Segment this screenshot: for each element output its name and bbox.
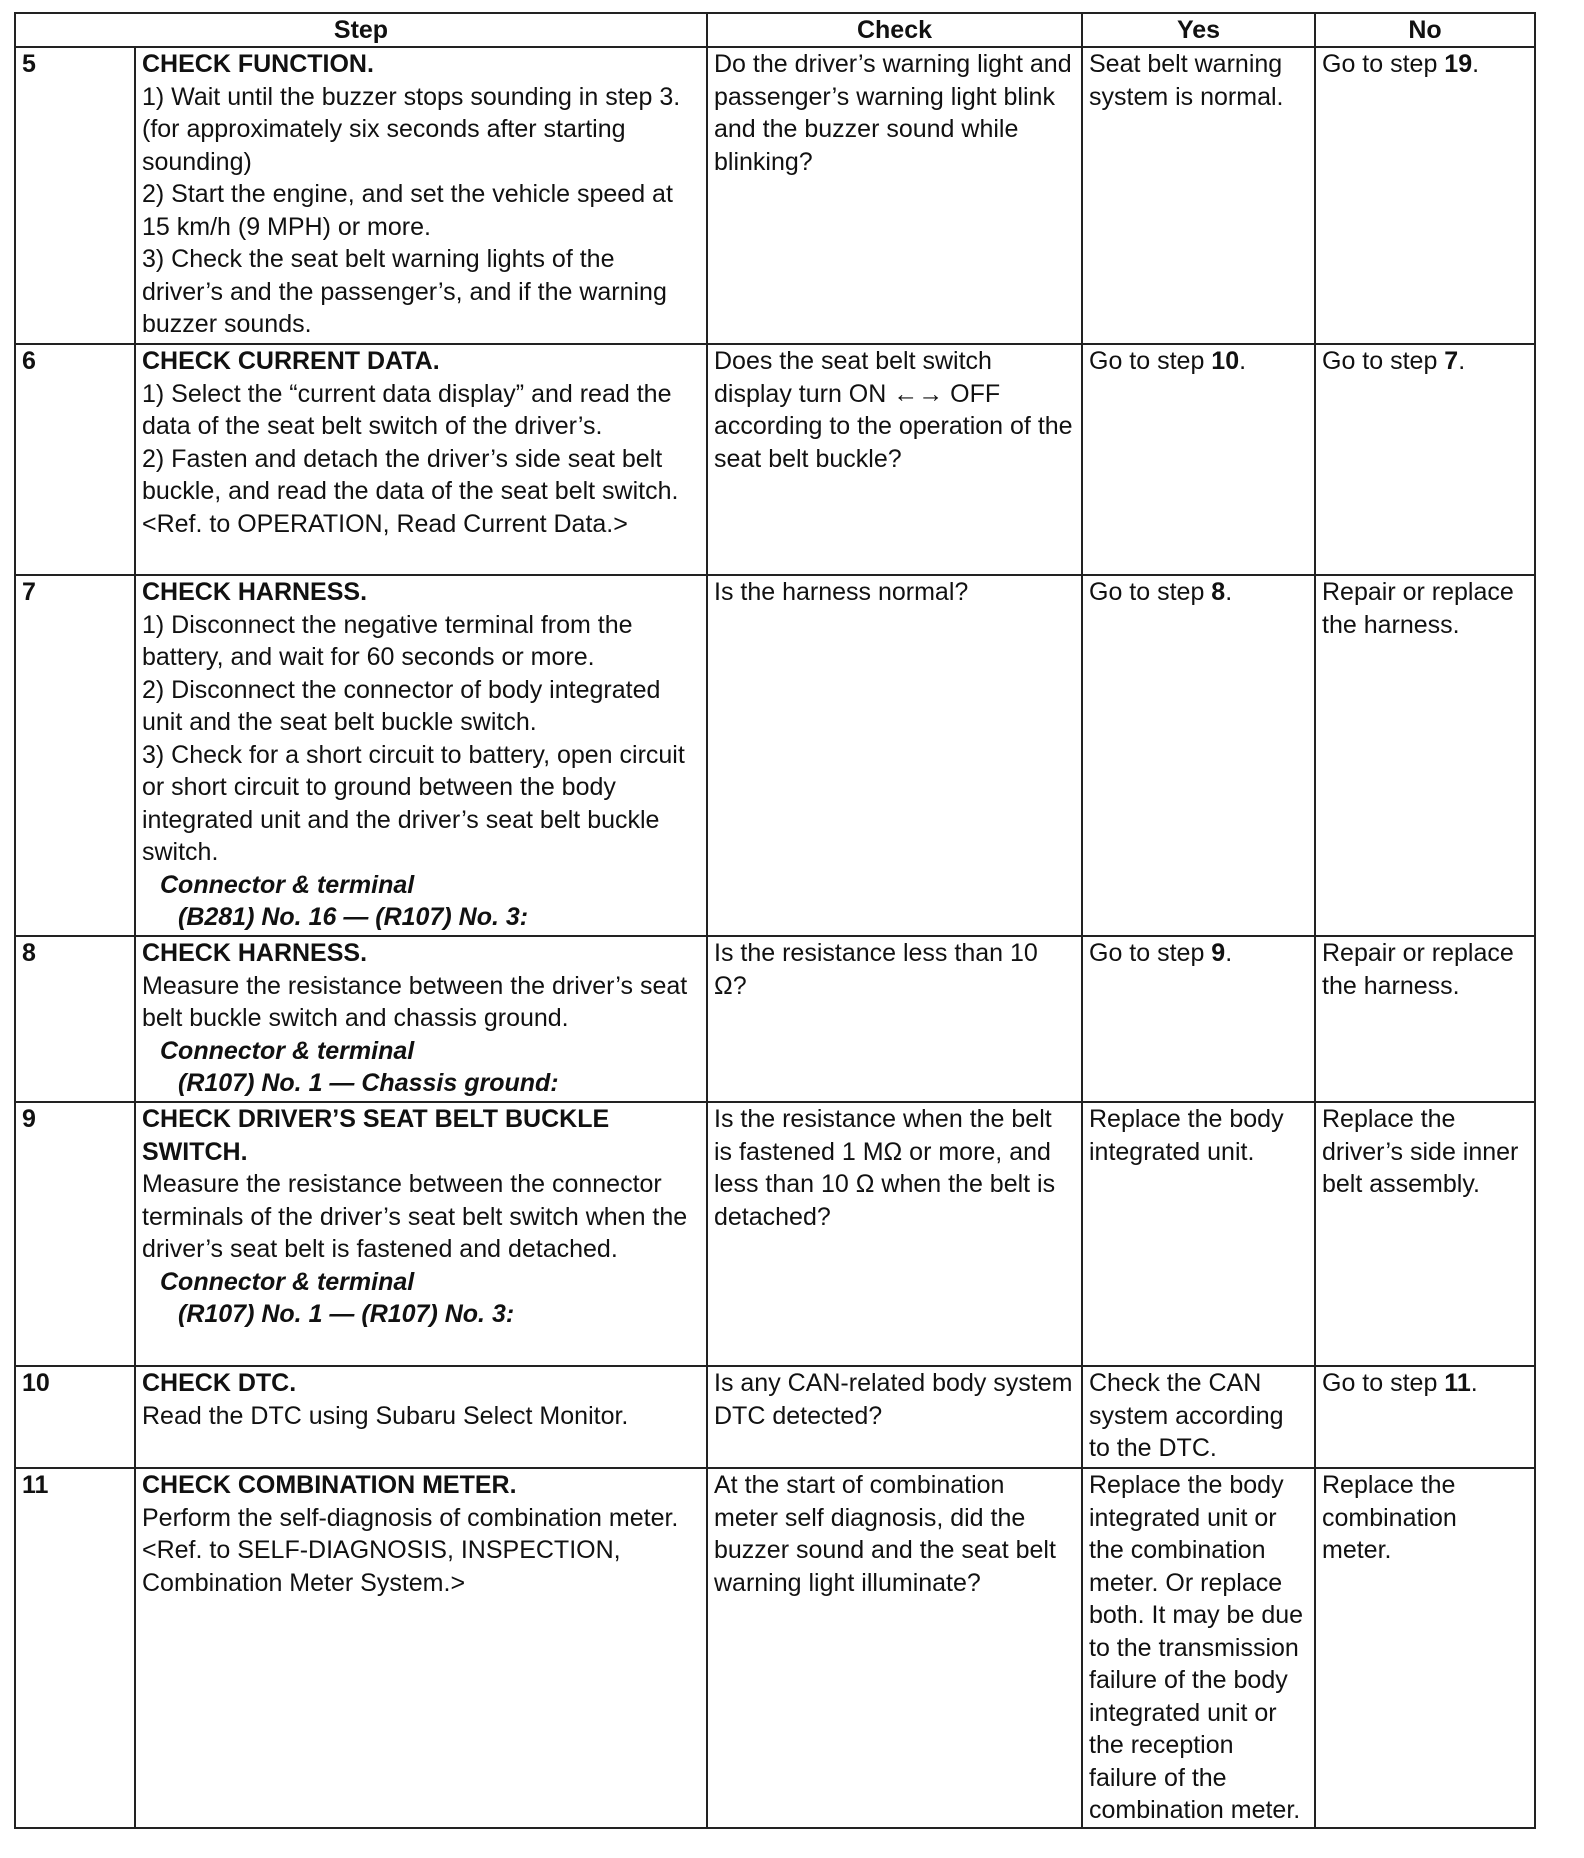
no-suffix: . — [1472, 50, 1480, 78]
check-cell: Is any CAN-related body system DTC detected? — [707, 1366, 1082, 1468]
table-row — [15, 344, 1535, 575]
step-number: 8 — [15, 936, 135, 1102]
yes-cell: Replace the body integrated unit. — [1082, 1102, 1315, 1366]
check-cell: Do the driver’s warning light and passenger’s warning light blink and the buzzer sound while blinking? — [707, 47, 1082, 344]
step-line: 1) Wait until the buzzer stops sounding in step 3. (for approximately six seconds after starting sounding) — [142, 82, 681, 176]
step-title: CHECK FUNCTION. — [142, 50, 374, 78]
no-cell: Replace the combination meter. — [1315, 1468, 1535, 1828]
check-cell: Does the seat belt switch display turn ON ←→ OFF according to the operation of the seat belt buckle? — [707, 344, 1082, 575]
yes-suffix: . — [1239, 347, 1247, 375]
no-step-ref: 7 — [1444, 347, 1459, 375]
connector-terminal-value: (R107) No. 1 — Chassis ground: — [178, 1069, 559, 1097]
step-title: CHECK DRIVER’S SEAT BELT BUCKLE SWITCH. — [142, 1105, 610, 1166]
step-title: CHECK CURRENT DATA. — [142, 347, 440, 375]
step-number: 10 — [15, 1366, 135, 1468]
table-row — [15, 1468, 1535, 1828]
step-line: 3) Check for a short circuit to battery, open circuit or short circuit to ground between the body integrated unit and the driver’s seat belt buckle switch. — [142, 740, 685, 866]
connector-terminal-label: Connector & terminal — [160, 870, 415, 899]
step-number: 11 — [15, 1468, 135, 1828]
header-no: No — [1315, 13, 1535, 47]
connector-terminal-value: (R107) No. 1 — (R107) No. 3: — [178, 1300, 515, 1328]
yes-prefix: Go to step — [1089, 939, 1212, 967]
header-row — [15, 13, 1535, 47]
yes-prefix: Go to step — [1089, 578, 1212, 606]
connector-terminal-label: Connector & terminal — [160, 1036, 415, 1065]
yes-cell: Check the CAN system according to the DTC. — [1082, 1366, 1315, 1468]
step-cell — [135, 47, 707, 344]
no-cell — [1315, 1366, 1535, 1468]
step-line: 1) Disconnect the negative terminal from the battery, and wait for 60 seconds or more. — [142, 610, 633, 671]
step-line: Perform the self-diagnosis of combination meter. <Ref. to SELF-DIAGNOSIS, INSPECTION, Combination Meter System.> — [142, 1503, 679, 1597]
no-prefix: Go to step — [1322, 347, 1445, 375]
table-row — [15, 1102, 1535, 1366]
check-cell: Is the resistance when the belt is fastened 1 MΩ or more, and less than 10 Ω when the belt is detached? — [707, 1102, 1082, 1366]
yes-cell — [1082, 344, 1315, 575]
step-cell — [135, 1366, 707, 1468]
yes-step-ref: 8 — [1211, 578, 1226, 606]
yes-cell: Replace the body integrated unit or the combination meter. Or replace both. It may be due to the transmission failure of the body integrated unit or the reception failure of the combination meter. — [1082, 1468, 1315, 1828]
connector-terminal-label: Connector & terminal — [160, 1267, 415, 1296]
no-suffix: . — [1458, 347, 1466, 375]
step-cell — [135, 936, 707, 1102]
diagnostic-table — [14, 12, 1536, 1829]
step-line: 2) Fasten and detach the driver’s side seat belt buckle, and read the data of the seat belt switch. <Ref. to OPERATION, Read Current Data.> — [142, 444, 679, 538]
no-suffix: . — [1470, 1369, 1478, 1397]
check-cell: At the start of combination meter self diagnosis, did the buzzer sound and the seat belt warning light illuminate? — [707, 1468, 1082, 1828]
yes-cell: Seat belt warning system is normal. — [1082, 47, 1315, 344]
step-title: CHECK COMBINATION METER. — [142, 1471, 517, 1499]
step-cell — [135, 344, 707, 575]
step-line: 3) Check the seat belt warning lights of the driver’s and the passenger’s, and if the warning buzzer sounds. — [142, 245, 667, 338]
step-number: 5 — [15, 47, 135, 344]
no-cell — [1315, 47, 1535, 344]
header-yes: Yes — [1082, 13, 1315, 47]
yes-step-ref: 10 — [1211, 347, 1240, 375]
table-row — [15, 936, 1535, 1102]
no-cell: Repair or replace the harness. — [1315, 936, 1535, 1102]
header-check: Check — [707, 13, 1082, 47]
no-step-ref: 11 — [1444, 1369, 1471, 1397]
header-step: Step — [15, 13, 707, 47]
no-step-ref: 19 — [1444, 50, 1473, 78]
check-cell: Is the resistance less than 10 Ω? — [707, 936, 1082, 1102]
step-cell — [135, 575, 707, 936]
step-title: CHECK HARNESS. — [142, 939, 368, 967]
step-number: 9 — [15, 1102, 135, 1366]
step-line: Measure the resistance between the connector terminals of the driver’s seat belt switch when the driver’s seat belt is fastened and detached. — [142, 1170, 688, 1263]
connector-terminal-value: (B281) No. 16 — (R107) No. 3: — [178, 903, 529, 931]
table-row — [15, 47, 1535, 344]
step-line: Read the DTC using Subaru Select Monitor. — [142, 1401, 629, 1430]
step-number: 6 — [15, 344, 135, 575]
step-cell — [135, 1102, 707, 1366]
no-cell: Replace the driver’s side inner belt assembly. — [1315, 1102, 1535, 1366]
yes-cell — [1082, 575, 1315, 936]
step-line: 2) Start the engine, and set the vehicle speed at 15 km/h (9 MPH) or more. — [142, 180, 673, 241]
step-title: CHECK HARNESS. — [142, 578, 368, 606]
no-cell — [1315, 344, 1535, 575]
step-cell — [135, 1468, 707, 1828]
no-prefix: Go to step — [1322, 50, 1445, 78]
step-line: 1) Select the “current data display” and read the data of the seat belt switch of the driver’s. — [142, 379, 672, 440]
no-prefix: Go to step — [1322, 1369, 1445, 1397]
step-line: 2) Disconnect the connector of body integrated unit and the seat belt buckle switch. — [142, 675, 661, 736]
step-number: 7 — [15, 575, 135, 936]
no-cell: Repair or replace the harness. — [1315, 575, 1535, 936]
yes-suffix: . — [1225, 578, 1233, 606]
check-cell: Is the harness normal? — [707, 575, 1082, 936]
yes-cell — [1082, 936, 1315, 1102]
yes-step-ref: 9 — [1211, 939, 1226, 967]
step-title: CHECK DTC. — [142, 1369, 297, 1397]
yes-prefix: Go to step — [1089, 347, 1212, 375]
step-line: Measure the resistance between the driver’s seat belt buckle switch and chassis ground. — [142, 971, 688, 1032]
table-row — [15, 1366, 1535, 1468]
table-row — [15, 575, 1535, 936]
yes-suffix: . — [1225, 939, 1233, 967]
